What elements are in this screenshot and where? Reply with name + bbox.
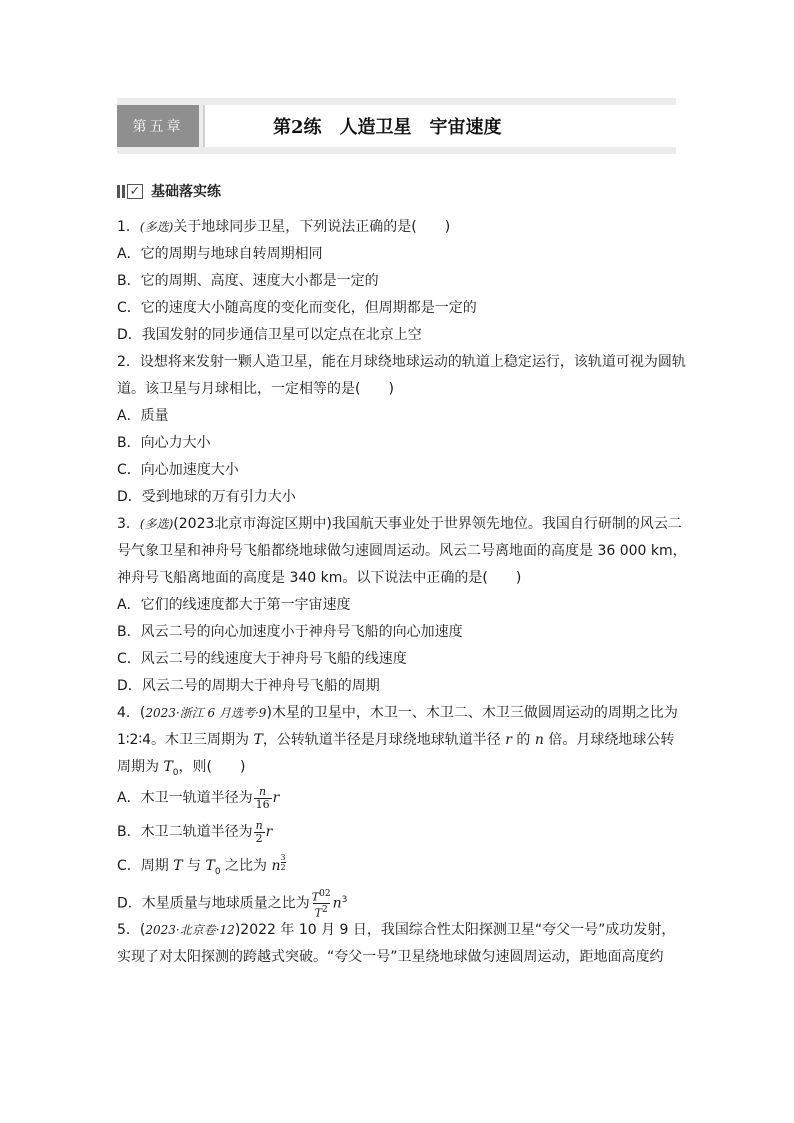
question-text: )木星的卫星中，木卫一、木卫二、木卫三做圆周运动的周期之比为 [266,705,678,721]
text-span: 与 [182,858,206,874]
option-a: A．质量 [117,408,169,424]
question-4-stem-line-1 [117,700,679,727]
question-5-stem-line-1 [117,917,679,944]
section-heading [117,181,221,201]
option-c: C．向心加速度大小 [117,462,239,478]
question-number: 5．( [117,922,146,938]
question-1-stem [117,214,679,241]
denominator: 16 [255,797,270,811]
fraction [311,888,332,920]
source-tag: 2023·浙江 6 月选考·9 [145,706,267,720]
fraction [254,820,265,845]
text-span: ，公转轨道半径是月球绕地球轨道半径 [262,732,506,748]
bars-icon [117,185,125,198]
numerator: 3 [280,853,286,862]
question-3-stem-line-3: 神舟号飞船离地面的高度是 340 km。以下说法中正确的是( ) [117,570,522,586]
question-number: 1． [117,219,140,235]
var-t0: T [163,759,173,775]
multi-select-tag: (多选) [139,220,174,234]
superscript: 3 [341,895,348,905]
option-d [117,883,679,920]
var-r: r [272,790,280,806]
option-c [117,849,679,883]
option-c: C．它的速度大小随高度的变化而变化，但周期都是一定的 [117,300,477,316]
question-4-stem-line-2 [117,727,679,754]
var-r: r [265,824,273,840]
question-number: 3． [117,516,140,532]
text-span: 的 [511,732,535,748]
option-d: D．我国发射的同步通信卫星可以定点在北京上空 [117,327,422,343]
text-span: ，则( ) [178,759,246,775]
source-tag: 2023·北京卷·12 [145,923,235,937]
question-5-stem-line-2: 实现了对太阳探测的跨越式突破。“夸父一号”卫星绕地球做匀速圆周运动，距地面高度约 [117,949,664,965]
option-b: B．它的周期、高度、速度大小都是一定的 [117,273,379,289]
var-t: T [173,858,183,874]
option-c: C．风云二号的线速度大于神舟号飞船的线速度 [117,651,407,667]
var-n: n [271,858,281,874]
option-text: D．木星质量与地球质量之比为 [117,895,310,912]
checkbox-icon: ✓ [127,184,143,199]
denominator: 2 [280,863,286,872]
question-3-stem-line-2: 号气象卫星和神舟号飞船都绕地球做匀速圆周运动。风云二号离地面的高度是 36 000 km， [117,543,687,559]
text-span: 周期为 [117,759,164,775]
option-b: B．风云二号的向心加速度小于神舟号飞船的向心加速度 [117,624,463,640]
text-span: 1∶2∶4。木卫三周期为 [117,732,254,748]
var-n: n [332,895,342,912]
var-t0: T [205,858,215,874]
subscript: 0 [172,767,179,778]
option-d: D．风云二号的周期大于神舟号飞船的周期 [117,678,380,694]
option-b: B．向心力大小 [117,435,211,451]
option-text: A．木卫一轨道半径为 [117,790,253,806]
numerator [311,888,332,904]
option-text: C．周期 [117,858,174,874]
numerator: n [259,784,267,798]
var-t: T [314,906,322,920]
text-span: 倍。月球绕地球公转 [543,732,675,748]
question-text: 关于地球同步卫星，下列说法正确的是( ) [173,219,451,235]
superscript: 2 [321,905,328,916]
question-text: (2023北京市海淀区期中)我国航天事业处于世界领先地位。我国自行研制的风云二 [173,516,682,532]
denominator: 2 [255,831,263,845]
superscript: 02 [319,888,331,899]
option-a: A．它的周期与地球自转周期相同 [117,246,323,262]
option-a: A．它们的线速度都大于第一宇宙速度 [117,597,351,613]
section-title: 基础落实练 [151,184,221,200]
var-t: T [253,732,263,748]
fraction [254,786,272,811]
subscript: 0 [214,866,221,877]
question-2-stem-line-1: 2．设想将来发射一颗人造卫星，能在月球绕地球运动的轨道上稳定运行，该轨道可视为圆轨 [117,354,686,370]
lesson-title: 第2练 人造卫星 宇宙速度 [273,117,502,138]
question-number: 4．( [117,705,146,721]
question-text: )2022 年 10 月 9 日，我国综合性太阳探测卫星“夸父一号”成功发射， [234,922,676,938]
var-n: n [534,732,544,748]
option-d: D．受到地球的万有引力大小 [117,489,296,505]
question-2-stem-line-2: 道。该卫星与月球相比，一定相等的是( ) [117,381,394,397]
chapter-label: 第五章 [117,105,199,147]
option-text: B．木卫二轨道半径为 [117,824,253,840]
question-4-stem-line-3 [117,754,679,781]
option-b [117,815,679,849]
question-3-stem-line-1 [117,511,682,538]
var-t: T [311,890,320,904]
numerator: n [255,818,263,832]
question-list [117,214,687,971]
multi-select-tag: (多选) [139,517,174,531]
option-a [117,781,679,815]
exponent-fraction [281,853,286,872]
text-span: 之比为 [220,858,272,874]
var-r: r [505,732,512,748]
